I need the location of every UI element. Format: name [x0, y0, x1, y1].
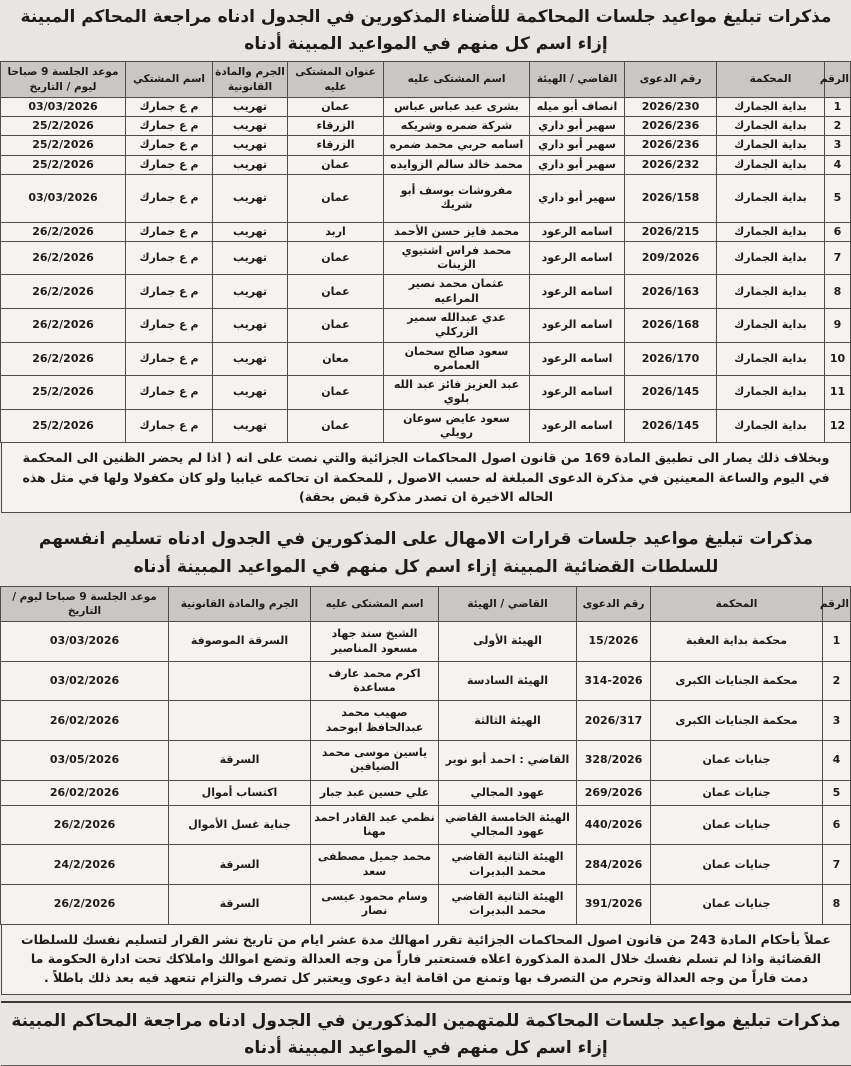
table-cell: 26/2/2026: [1, 342, 126, 376]
table-cell: 03/03/2026: [1, 622, 169, 662]
table-cell: بداية الجمارك: [717, 275, 825, 309]
column-header-judge-panel: القاضي / الهيئة: [439, 586, 577, 621]
table-cell: سهير أبو داري: [530, 155, 625, 174]
table-cell: تهريب: [213, 342, 288, 376]
table-cell: 2026/317: [577, 701, 651, 741]
table-cell: اكرم محمد عارف مساعدة: [311, 661, 439, 701]
table-cell: 2026/232: [625, 155, 717, 174]
table-row: [1, 97, 851, 116]
table-cell: سهير أبو داري: [530, 174, 625, 222]
table-cell: جنايات عمان: [651, 845, 823, 885]
table-row: [1, 174, 851, 222]
table-cell: محمد فراس اشتيوي الزينات: [384, 241, 530, 275]
table-cell: م ع جمارك: [126, 342, 213, 376]
table-row: [1, 740, 851, 780]
table-row: [1, 780, 851, 805]
table-cell: اسامه الرعود: [530, 308, 625, 342]
table-cell: محكمة الجنايات الكبرى: [651, 701, 823, 741]
column-header-number: الرقم: [823, 586, 851, 621]
table-cell: معان: [288, 342, 384, 376]
table-cell: السرقة الموصوفة: [169, 622, 311, 662]
table-cell: 1: [823, 622, 851, 662]
table-cell: 2026/145: [625, 409, 717, 443]
table-cell: تهريب: [213, 275, 288, 309]
column-header-session-date: موعد الجلسة 9 صباحا ليوم / التاريخ: [1, 586, 169, 621]
table-cell: جناية غسل الأموال: [169, 805, 311, 845]
notice-title-surrender-deadline: مذكرات تبليغ مواعيد جلسات قرارات الامهال على المذكورين في الجدول ادناه تسليم انفسهم للسلطات القضائية المبينة إزاء اسم كل منهم في المواعيد المبينة أدناه: [38, 529, 814, 577]
table-cell: الزرقاء: [288, 136, 384, 155]
table-cell: 7: [823, 845, 851, 885]
table-cell: تهريب: [213, 155, 288, 174]
table-cell: 5: [825, 174, 851, 222]
table-row: [1, 661, 851, 701]
table-cell: م ع جمارك: [126, 409, 213, 443]
table-cell: الهيئة الأولى: [439, 622, 577, 662]
table-cell: الهيئة الثانية القاضي محمد البديرات: [439, 885, 577, 925]
table-cell: جنايات عمان: [651, 740, 823, 780]
table-cell: 9: [825, 308, 851, 342]
table-cell: السرقة: [169, 845, 311, 885]
table-cell: 15/2026: [577, 622, 651, 662]
table-cell: محمد جميل مصطفى سعد: [311, 845, 439, 885]
table-cell: 25/2/2026: [1, 409, 126, 443]
table-row: [1, 275, 851, 309]
column-header-court: المحكمة: [717, 62, 825, 97]
table-cell: 03/03/2026: [1, 97, 126, 116]
column-header-session-date: موعد الجلسة 9 صباحا ليوم / التاريخ: [1, 62, 126, 97]
table-cell: 314-2026: [577, 661, 651, 701]
table-cell: 8: [825, 275, 851, 309]
column-header-crime-article: الجرم والمادة القانونية: [213, 62, 288, 97]
table-cell: 440/2026: [577, 805, 651, 845]
table-cell: بداية الجمارك: [717, 174, 825, 222]
table-cell: بداية الجمارك: [717, 342, 825, 376]
column-header-number: الرقم: [825, 62, 851, 97]
table-cell: محمد فايز حسن الأحمد: [384, 222, 530, 241]
table-cell: 4: [823, 740, 851, 780]
table-cell: 26/02/2026: [1, 701, 169, 741]
table-cell: بداية الجمارك: [717, 241, 825, 275]
table-cell: محمد خالد سالم الزوايده: [384, 155, 530, 174]
table-row: [1, 845, 851, 885]
table-cell: 209/2026: [625, 241, 717, 275]
column-header-judge-panel: القاضي / الهيئة: [530, 62, 625, 97]
trial-sessions-table: [0, 61, 851, 443]
table-cell: [169, 661, 311, 701]
table-row: [1, 376, 851, 410]
table-cell: الزرقاء: [288, 117, 384, 136]
table-cell: اكتساب أموال: [169, 780, 311, 805]
table-cell: 03/03/2026: [1, 174, 126, 222]
table-cell: م ع جمارك: [126, 117, 213, 136]
table-cell: 8: [823, 885, 851, 925]
table-cell: م ع جمارك: [126, 308, 213, 342]
table-cell: سهير أبو داري: [530, 117, 625, 136]
table-row: [1, 241, 851, 275]
table-row: [1, 136, 851, 155]
table-cell: محكمة بداية العقبة: [651, 622, 823, 662]
table-cell: عمان: [288, 97, 384, 116]
table-cell: الهيئة الثانية القاضي محمد البديرات: [439, 845, 577, 885]
table-cell: بداية الجمارك: [717, 117, 825, 136]
table-cell: تهريب: [213, 241, 288, 275]
table-cell: 03/02/2026: [1, 661, 169, 701]
table-row: [1, 308, 851, 342]
table-cell: اسامه الرعود: [530, 409, 625, 443]
table-cell: سهير أبو داري: [530, 136, 625, 155]
table-cell: محكمة الجنايات الكبرى: [651, 661, 823, 701]
table-cell: م ع جمارك: [126, 136, 213, 155]
table-cell: تهريب: [213, 97, 288, 116]
table-cell: بداية الجمارك: [717, 97, 825, 116]
table-cell: علي حسين عبد جبار: [311, 780, 439, 805]
table-row: [1, 622, 851, 662]
table-cell: عبد العزيز فائز عبد الله بلوي: [384, 376, 530, 410]
column-header-case-number: رقم الدعوى: [577, 586, 651, 621]
table-cell: 03/05/2026: [1, 740, 169, 780]
table-cell: 25/2/2026: [1, 376, 126, 410]
table-cell: الهيئة الخامسة القاضي عهود المجالي: [439, 805, 577, 845]
trial-sessions-table-body: [1, 97, 851, 443]
table-cell: تهريب: [213, 308, 288, 342]
table-cell: تهريب: [213, 376, 288, 410]
table-cell: اسامه الرعود: [530, 241, 625, 275]
table-cell: عمان: [288, 376, 384, 410]
table-cell: 24/2/2026: [1, 845, 169, 885]
table-cell: 6: [823, 805, 851, 845]
table-row: [1, 885, 851, 925]
table-header-row: [1, 586, 851, 621]
table-cell: بداية الجمارك: [717, 409, 825, 443]
table-cell: 7: [825, 241, 851, 275]
table-cell: القاضي : احمد أبو نوير: [439, 740, 577, 780]
column-header-defendant-address: عنوان المشتكى عليه: [288, 62, 384, 97]
table-cell: 5: [823, 780, 851, 805]
column-header-defendant-name: اسم المشتكى عليه: [311, 586, 439, 621]
table-cell: عدي عبدالله سمير الزركلي: [384, 308, 530, 342]
table-cell: سعود صالح سحمان العمامره: [384, 342, 530, 376]
table-cell: 1: [825, 97, 851, 116]
table-cell: تهريب: [213, 222, 288, 241]
table-cell: بداية الجمارك: [717, 136, 825, 155]
table-cell: م ع جمارك: [126, 241, 213, 275]
table-cell: م ع جمارك: [126, 155, 213, 174]
column-header-crime-article: الجرم والمادة القانونية: [169, 586, 311, 621]
table-cell: 328/2026: [577, 740, 651, 780]
table-cell: 4: [825, 155, 851, 174]
column-header-defendant-name: اسم المشتكى عليه: [384, 62, 530, 97]
surrender-deadline-table-body: [1, 622, 851, 924]
table-cell: 26/2/2026: [1, 885, 169, 925]
table-cell: 26/2/2026: [1, 275, 126, 309]
legal-note-article-169: وبخلاف ذلك يصار الى تطبيق المادة 169 من قانون اصول المحاكمات الجزائية والتي نصت على انه ( اذا لم يحضر الظنين الى المحكمة في اليوم والساعة المعينين في مذكرة الدعوى المبلغة له حسب الاصول , للمحكمة ان تحاكمه غيابيا ولو كان مكفولا ولها في مثل هذه الحاله الاخيرة ان تصدر مذكرة قبض بحقة): [1, 443, 851, 513]
table-cell: عمان: [288, 409, 384, 443]
table-cell: بداية الجمارك: [717, 222, 825, 241]
table-cell: م ع جمارك: [126, 275, 213, 309]
table-cell: 11: [825, 376, 851, 410]
table-cell: وسام محمود عيسى نصار: [311, 885, 439, 925]
table-row: [1, 409, 851, 443]
table-cell: بداية الجمارك: [717, 155, 825, 174]
table-cell: جنايات عمان: [651, 885, 823, 925]
next-notice-section: [1, 1001, 851, 1066]
table-cell: 12: [825, 409, 851, 443]
table-cell: تهريب: [213, 117, 288, 136]
table-cell: بداية الجمارك: [717, 376, 825, 410]
table-cell: شركة ضمره وشريكه: [384, 117, 530, 136]
scanned-legal-notices-page: [1, 0, 851, 1058]
table-cell: اسامه حربي محمد ضمره: [384, 136, 530, 155]
table-cell: 2026/168: [625, 308, 717, 342]
table-cell: 26/2/2026: [1, 805, 169, 845]
table-row: [1, 117, 851, 136]
table-cell: سعود عايض سوعان رويلي: [384, 409, 530, 443]
table-cell: 2026/158: [625, 174, 717, 222]
table-cell: نظمي عبد القادر احمد مهنا: [311, 805, 439, 845]
column-header-complainant-name: اسم المشتكي: [126, 62, 213, 97]
table-cell: عمان: [288, 308, 384, 342]
table-cell: صهيب محمد عبدالحافظ ابوحمد: [311, 701, 439, 741]
table-cell: اربد: [288, 222, 384, 241]
table-cell: م ع جمارك: [126, 97, 213, 116]
table-row: [1, 701, 851, 741]
table-cell: 2: [823, 661, 851, 701]
table-cell: اسامه الرعود: [530, 222, 625, 241]
notice-title-accused-trial-sessions: مذكرات تبليغ مواعيد جلسات المحاكمة للمتهمين المذكورين في الجدول ادناه مراجعة المحاكم المبينة إزاء اسم كل منهم في المواعيد المبينة أدناه: [11, 1010, 841, 1058]
table-cell: 26/2/2026: [1, 308, 126, 342]
table-cell: 25/2/2026: [1, 117, 126, 136]
legal-note-article-243: عملاً بأحكام المادة 243 من قانون اصول المحاكمات الجزائية تقرر امهالك مدة عشر ايام من تاريخ نشر القرار لتسليم نفسك للسلطات القضائية واذا لم تسلم نفسك خلال المدة المذكورة اعلاه فستعتبر فاراً من وجه العدالة وتضع اموالك واملاكك تحت ادارة الحكومة ما دمت فاراً من وجه العدالة وتحرم من التصرف بها وتمنع من اقامة اية دعوى ويعتبر كل تصرف والتزام تتعهد فيه بعد ذلك باطلاً .: [1, 925, 851, 995]
table-cell: جنايات عمان: [651, 780, 823, 805]
table-cell: 25/2/2026: [1, 155, 126, 174]
table-cell: مفروشات يوسف أبو شريك: [384, 174, 530, 222]
table-cell: 2: [825, 117, 851, 136]
table-cell: عمان: [288, 241, 384, 275]
table-cell: 2026/145: [625, 376, 717, 410]
table-cell: 2026/215: [625, 222, 717, 241]
table-row: [1, 342, 851, 376]
table-cell: 3: [823, 701, 851, 741]
table-cell: 25/2/2026: [1, 136, 126, 155]
table-cell: الهيئة السادسة: [439, 661, 577, 701]
column-header-case-number: رقم الدعوى: [625, 62, 717, 97]
table-cell: السرقة: [169, 885, 311, 925]
table-cell: عثمان محمد نصير المراعيه: [384, 275, 530, 309]
table-cell: 26/02/2026: [1, 780, 169, 805]
table-cell: 391/2026: [577, 885, 651, 925]
table-cell: 26/2/2026: [1, 241, 126, 275]
table-row: [1, 805, 851, 845]
table-cell: [169, 701, 311, 741]
table-cell: عهود المجالي: [439, 780, 577, 805]
table-cell: الهيئة الثالثة: [439, 701, 577, 741]
table-cell: عمان: [288, 155, 384, 174]
table-cell: 2026/230: [625, 97, 717, 116]
table-cell: 269/2026: [577, 780, 651, 805]
column-header-court: المحكمة: [651, 586, 823, 621]
table-cell: م ع جمارك: [126, 174, 213, 222]
table-cell: 2026/236: [625, 117, 717, 136]
table-cell: انصاف أبو ميله: [530, 97, 625, 116]
table-cell: السرقة: [169, 740, 311, 780]
table-cell: 6: [825, 222, 851, 241]
table-cell: تهريب: [213, 174, 288, 222]
table-cell: عمان: [288, 275, 384, 309]
table-cell: م ع جمارك: [126, 222, 213, 241]
table-cell: بشرى عبد عباس عباس: [384, 97, 530, 116]
table-header-row: [1, 62, 851, 97]
surrender-deadline-table: [0, 586, 851, 925]
table-cell: 3: [825, 136, 851, 155]
notice-title-trial-sessions: مذكرات تبليغ مواعيد جلسات المحاكمة للأضناء المذكورين في الجدول ادناه مراجعة المحاكم المبينة إزاء اسم كل منهم في المواعيد المبينة أدناه: [20, 7, 832, 55]
table-cell: الشيخ سند جهاد مسعود المناصير: [311, 622, 439, 662]
table-cell: 2026/236: [625, 136, 717, 155]
table-cell: تهريب: [213, 136, 288, 155]
table-row: [1, 155, 851, 174]
table-row: [1, 222, 851, 241]
table-cell: ياسين موسى محمد الضيافين: [311, 740, 439, 780]
table-cell: عمان: [288, 174, 384, 222]
table-cell: 2026/163: [625, 275, 717, 309]
table-cell: تهريب: [213, 409, 288, 443]
table-cell: م ع جمارك: [126, 376, 213, 410]
table-cell: اسامه الرعود: [530, 275, 625, 309]
table-cell: جنايات عمان: [651, 805, 823, 845]
table-cell: 10: [825, 342, 851, 376]
table-cell: 284/2026: [577, 845, 651, 885]
section-gap: [1, 513, 851, 520]
table-cell: بداية الجمارك: [717, 308, 825, 342]
table-cell: 26/2/2026: [1, 222, 126, 241]
table-cell: اسامه الرعود: [530, 376, 625, 410]
table-cell: اسامه الرعود: [530, 342, 625, 376]
table-cell: 2026/170: [625, 342, 717, 376]
